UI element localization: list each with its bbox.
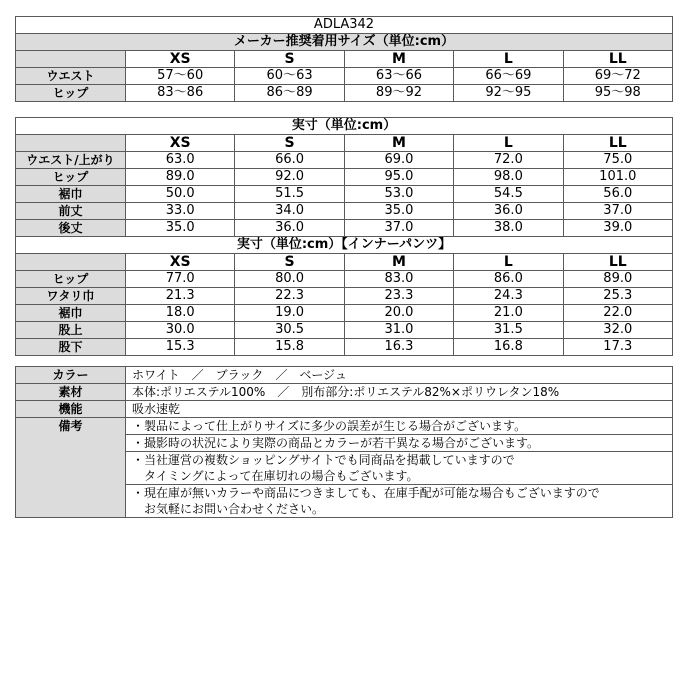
table-cell: 23.3: [344, 288, 453, 305]
table-cell: 51.5: [235, 186, 344, 203]
size-header: S: [235, 254, 344, 271]
table-cell: 19.0: [235, 305, 344, 322]
table-cell: 69.0: [344, 152, 453, 169]
note-item: [126, 418, 673, 435]
table-cell: 98.0: [454, 169, 563, 186]
table-row: [16, 186, 673, 203]
table-cell: 33.0: [126, 203, 235, 220]
size-header: M: [344, 51, 453, 68]
table-cell: 80.0: [235, 271, 344, 288]
table-row: [16, 322, 673, 339]
row-label: 股下: [16, 339, 126, 356]
table-cell: 25.3: [563, 288, 672, 305]
note-item: [126, 435, 673, 452]
row-label: ヒップ: [16, 85, 126, 102]
table-cell: 95〜98: [563, 85, 672, 102]
table-cell: 69〜72: [563, 68, 672, 85]
actual-size-title: 実寸（単位:cm）: [16, 118, 673, 135]
table-cell: 53.0: [344, 186, 453, 203]
row-label: 裾巾: [16, 186, 126, 203]
table-cell: 66〜69: [454, 68, 563, 85]
table-row: [16, 152, 673, 169]
product-info-table: [15, 366, 673, 518]
row-label: ウエスト: [16, 68, 126, 85]
table-cell: 21.0: [454, 305, 563, 322]
table-cell: 30.0: [126, 322, 235, 339]
table-cell: 22.0: [563, 305, 672, 322]
size-header: S: [235, 135, 344, 152]
corner-cell: [16, 254, 126, 271]
table-cell: 21.3: [126, 288, 235, 305]
table-row: [16, 68, 673, 85]
row-label: ワタリ巾: [16, 288, 126, 305]
table-cell: 54.5: [454, 186, 563, 203]
corner-cell: [16, 135, 126, 152]
row-label: 後丈: [16, 220, 126, 237]
table-cell: 89.0: [563, 271, 672, 288]
size-header: M: [344, 254, 453, 271]
row-label: 股上: [16, 322, 126, 339]
note-line: お気軽にお問い合わせください。: [132, 502, 325, 516]
note-item: [126, 452, 673, 485]
table-cell: 77.0: [126, 271, 235, 288]
table-cell: 36.0: [454, 203, 563, 220]
table-cell: 31.5: [454, 322, 563, 339]
size-header: L: [454, 51, 563, 68]
table-cell: 34.0: [235, 203, 344, 220]
table-row: [16, 203, 673, 220]
row-label: 前丈: [16, 203, 126, 220]
inner-pants-title: 実寸（単位:cm）【インナーパンツ】: [16, 237, 673, 254]
table-cell: 89.0: [126, 169, 235, 186]
table-cell: 86〜89: [235, 85, 344, 102]
color-value: ホワイト ／ ブラック ／ ベージュ: [126, 367, 673, 384]
size-header: M: [344, 135, 453, 152]
function-value: 吸水速乾: [126, 401, 673, 418]
table-cell: 37.0: [344, 220, 453, 237]
table-row: [16, 339, 673, 356]
size-header: LL: [563, 51, 672, 68]
table-cell: 60〜63: [235, 68, 344, 85]
size-header: S: [235, 51, 344, 68]
size-header: XS: [126, 51, 235, 68]
size-header: XS: [126, 254, 235, 271]
row-label: ウエスト/上がり: [16, 152, 126, 169]
note-line: ・現在庫が無いカラーや商品につきましても、在庫手配が可能な場合もございますので: [132, 486, 600, 500]
table-cell: 63〜66: [344, 68, 453, 85]
product-info-section: [15, 366, 673, 518]
table-cell: 86.0: [454, 271, 563, 288]
color-label: カラー: [16, 367, 126, 384]
note-line: ・当社運営の複数ショッピングサイトでも同商品を掲載していますので: [132, 453, 515, 467]
table-row: [16, 288, 673, 305]
table-row: [16, 220, 673, 237]
row-label: ヒップ: [16, 169, 126, 186]
table-cell: 72.0: [454, 152, 563, 169]
table-row: [16, 305, 673, 322]
table-cell: 18.0: [126, 305, 235, 322]
table-cell: 35.0: [126, 220, 235, 237]
product-code: ADLA342: [16, 17, 673, 34]
size-header: LL: [563, 135, 672, 152]
table-cell: 30.5: [235, 322, 344, 339]
row-label: 裾巾: [16, 305, 126, 322]
info-row: [16, 367, 673, 384]
table-cell: 15.3: [126, 339, 235, 356]
notes-label: 備考: [16, 418, 126, 518]
note-line: ・撮影時の状況により実際の商品とカラーが若干異なる場合がございます。: [132, 436, 540, 450]
size-header-row: [16, 51, 673, 68]
table-cell: 17.3: [563, 339, 672, 356]
size-header: L: [454, 135, 563, 152]
table-cell: 16.3: [344, 339, 453, 356]
table-cell: 101.0: [563, 169, 672, 186]
table-cell: 92.0: [235, 169, 344, 186]
table-cell: 57〜60: [126, 68, 235, 85]
table-cell: 50.0: [126, 186, 235, 203]
size-header: L: [454, 254, 563, 271]
size-header-row: [16, 135, 673, 152]
note-line: タイミングによって在庫切れの場合もございます。: [132, 469, 419, 483]
row-label: ヒップ: [16, 271, 126, 288]
recommended-size-table: [15, 16, 673, 102]
table-cell: 36.0: [235, 220, 344, 237]
note-line: ・製品によって仕上がりサイズに多少の誤差が生じる場合がございます。: [132, 419, 527, 433]
table-cell: 24.3: [454, 288, 563, 305]
material-label: 素材: [16, 384, 126, 401]
table-cell: 63.0: [126, 152, 235, 169]
table-cell: 20.0: [344, 305, 453, 322]
table-cell: 31.0: [344, 322, 453, 339]
actual-size-section: [15, 117, 673, 356]
table-cell: 15.8: [235, 339, 344, 356]
table-cell: 75.0: [563, 152, 672, 169]
size-header-row: [16, 254, 673, 271]
size-header: XS: [126, 135, 235, 152]
table-cell: 66.0: [235, 152, 344, 169]
info-row: [16, 401, 673, 418]
material-value: 本体:ポリエステル100% ／ 別布部分:ポリエステル82%×ポリウレタン18%: [126, 384, 673, 401]
table-cell: 32.0: [563, 322, 672, 339]
actual-size-table: [15, 117, 673, 356]
table-cell: 37.0: [563, 203, 672, 220]
function-label: 機能: [16, 401, 126, 418]
corner-cell: [16, 51, 126, 68]
info-row: [16, 384, 673, 401]
table-row: [16, 271, 673, 288]
table-cell: 95.0: [344, 169, 453, 186]
table-cell: 83.0: [344, 271, 453, 288]
table-row: [16, 169, 673, 186]
info-row: [16, 418, 673, 435]
table-cell: 38.0: [454, 220, 563, 237]
note-item: [126, 485, 673, 518]
table-cell: 39.0: [563, 220, 672, 237]
table-cell: 16.8: [454, 339, 563, 356]
size-header: LL: [563, 254, 672, 271]
table-cell: 89〜92: [344, 85, 453, 102]
table-row: [16, 85, 673, 102]
table-cell: 22.3: [235, 288, 344, 305]
recommended-size-section: [15, 16, 673, 102]
table-cell: 92〜95: [454, 85, 563, 102]
table-cell: 35.0: [344, 203, 453, 220]
table-cell: 83〜86: [126, 85, 235, 102]
recommended-size-title: メーカー推奨着用サイズ（単位:cm）: [16, 34, 673, 51]
table-cell: 56.0: [563, 186, 672, 203]
